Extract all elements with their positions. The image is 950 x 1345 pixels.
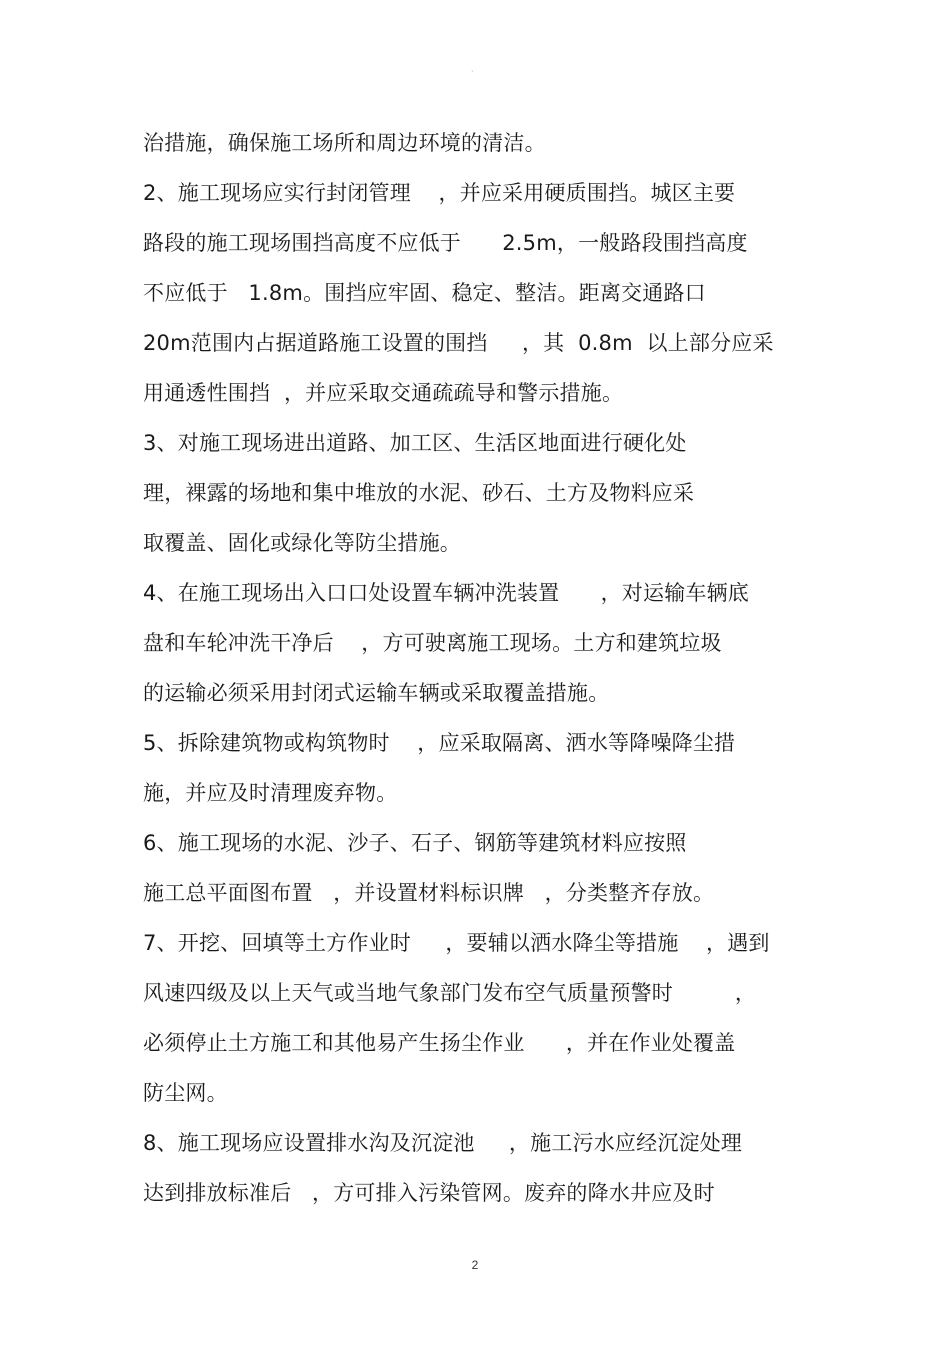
text-line: 20m范围内占据道路施工设置的围挡 ，其 0.8m 以上部分应采	[143, 331, 774, 355]
text-line: 7、开挖、回填等土方作业时 ，要辅以洒水降尘等措施 ，遇到	[143, 931, 770, 955]
text-line: 8、施工现场应设置排水沟及沉淀池 ，施工污水应经沉淀处理	[143, 1131, 743, 1155]
text-line: 治措施，确保施工场所和周边环境的清洁。	[143, 131, 546, 155]
text-line: 5、拆除建筑物或构筑物时 ，应采取隔离、洒水等降噪降尘措	[143, 731, 736, 755]
text-line: 3、对施工现场进出道路、加工区、生活区地面进行硬化处	[143, 431, 687, 455]
text-line: 风速四级及以上天气或当地气象部门发布空气质量预警时 ，	[143, 981, 757, 1005]
text-line: 路段的施工现场围挡高度不应低于 2.5m，一般路段围挡高度	[143, 231, 748, 255]
text-line: 6、施工现场的水泥、沙子、石子、钢筋等建筑材料应按照	[143, 831, 687, 855]
text-line: 达到排放标准后 ，方可排入污染管网。废弃的降水井应及时	[143, 1181, 715, 1205]
text-line: 防尘网。	[143, 1081, 228, 1105]
header-mark: ·	[471, 67, 474, 76]
page-number: 2	[471, 1258, 479, 1272]
text-line: 不应低于 1.8m。围挡应牢固、稳定、整洁。距离交通路口	[143, 281, 706, 305]
text-line: 施工总平面图布置 ，并设置材料标识牌 ，分类整齐存放。	[143, 881, 715, 905]
text-line: 施，并应及时清理废弃物。	[143, 781, 398, 805]
text-line: 盘和车轮冲洗干净后 ，方可驶离施工现场。土方和建筑垃圾	[143, 631, 722, 655]
text-line: 4、在施工现场出入口口处设置车辆冲洗装置 ，对运输车辆底	[143, 581, 750, 605]
text-line: 用通透性围挡 ，并应采取交通疏疏导和警示措施。	[143, 381, 624, 405]
text-line: 的运输必须采用封闭式运输车辆或采取覆盖措施。	[143, 681, 610, 705]
text-line: 理，裸露的场地和集中堆放的水泥、砂石、土方及物料应采	[143, 481, 695, 505]
text-line: 2、施工现场应实行封闭管理 ，并应采用硬质围挡。城区主要	[143, 181, 736, 205]
text-line: 必须停止土方施工和其他易产生扬尘作业 ，并在作业处覆盖	[143, 1031, 736, 1055]
text-line: 取覆盖、固化或绿化等防尘措施。	[143, 531, 461, 555]
